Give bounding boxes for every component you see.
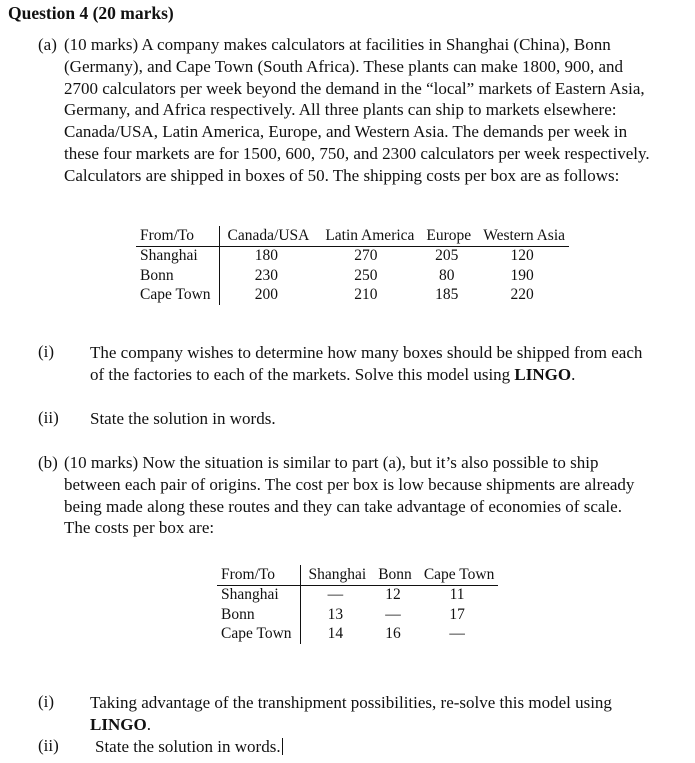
question-number: (ii) bbox=[38, 408, 59, 427]
part-a-line: Calculators are shipped in boxes of 50. The shipping costs per box are as follows: bbox=[64, 165, 620, 185]
cost-cell: 14 bbox=[327, 625, 344, 643]
table-row bbox=[217, 625, 498, 645]
part-a-line: (Germany), and Cape Town (South Africa). These plants can make 1800, 900, and bbox=[64, 56, 624, 76]
part-a-line: Germany, and Africa respectively. All three plants can ship to markets elsewhere: bbox=[64, 100, 617, 120]
cost-cell: 185 bbox=[435, 286, 459, 304]
row-origin: Cape Town bbox=[136, 286, 219, 306]
part-b-paragraph bbox=[38, 452, 690, 539]
table-row bbox=[136, 266, 569, 286]
column-header: Latin America bbox=[313, 226, 418, 246]
table-header-row bbox=[136, 226, 569, 246]
table-row bbox=[217, 605, 498, 625]
column-header: Shanghai bbox=[300, 565, 370, 585]
table-row bbox=[136, 286, 569, 306]
lingo-term: LINGO bbox=[90, 715, 147, 734]
row-origin: Bonn bbox=[217, 605, 300, 625]
cost-cell: — bbox=[385, 605, 401, 623]
cost-cell: 80 bbox=[439, 266, 455, 284]
table-row bbox=[136, 246, 569, 266]
punctuation: . bbox=[571, 365, 576, 384]
column-header: Western Asia bbox=[475, 226, 569, 246]
cost-cell: — bbox=[327, 586, 344, 604]
transshipment-cost-table bbox=[217, 565, 498, 644]
question-text: Taking advantage of the transhipment possibilities, re-solve this model using bbox=[90, 693, 612, 712]
cost-cell: 190 bbox=[510, 266, 534, 284]
part-a-label: (a) bbox=[38, 35, 57, 54]
question-text: State the solution in words. bbox=[95, 737, 281, 756]
column-header: Bonn bbox=[370, 565, 416, 585]
question-title: Question 4 (20 marks) bbox=[8, 3, 174, 23]
cost-cell: 16 bbox=[385, 625, 401, 643]
cost-cell: 120 bbox=[510, 247, 534, 265]
cost-cell: 250 bbox=[354, 266, 378, 284]
question-text-wrap[interactable] bbox=[95, 736, 283, 758]
cost-cell: 180 bbox=[254, 247, 279, 265]
lingo-term: LINGO bbox=[514, 365, 572, 384]
part-a-line: (10 marks) A company makes calculators at facilities in Shanghai (China), Bonn bbox=[64, 35, 611, 54]
punctuation: . bbox=[146, 715, 151, 734]
question-text: The company wishes to determine how many boxes should be shipped from each bbox=[90, 343, 643, 362]
part-a-line: 2700 calculators per week beyond the demand in the “local” markets of Eastern Asia, bbox=[64, 78, 645, 98]
cost-cell: 205 bbox=[435, 247, 459, 265]
part-b-label: (b) bbox=[38, 453, 58, 472]
cost-cell: 17 bbox=[449, 605, 465, 623]
cost-cell: 13 bbox=[327, 605, 344, 623]
cost-cell: 11 bbox=[449, 586, 465, 604]
question-text: of the factories to each of the markets. Solve this model using bbox=[90, 365, 515, 384]
cost-cell: 210 bbox=[354, 286, 378, 304]
question-text-line2 bbox=[90, 714, 151, 736]
cost-cell: 270 bbox=[354, 247, 378, 265]
cost-cell: — bbox=[449, 625, 465, 643]
cost-cell: 220 bbox=[510, 286, 534, 304]
row-origin: Bonn bbox=[136, 266, 219, 286]
shipping-cost-table bbox=[136, 226, 569, 305]
part-a-paragraph bbox=[38, 34, 690, 187]
question-text-line2 bbox=[90, 364, 575, 386]
row-origin: Cape Town bbox=[217, 625, 300, 645]
column-header: Cape Town bbox=[416, 565, 499, 585]
table-header-row bbox=[217, 565, 498, 585]
part-b-line: The costs per box are: bbox=[64, 518, 215, 538]
table-corner: From/To bbox=[217, 565, 300, 585]
cost-cell: 230 bbox=[254, 266, 279, 284]
question-text: State the solution in words. bbox=[90, 409, 276, 428]
part-b-line: being made along these routes and they can take advantage of economies of scale. bbox=[64, 496, 622, 516]
question-number: (i) bbox=[38, 692, 55, 711]
part-a-line: Canada/USA, Latin America, Europe, and Western Asia. The demands per week in bbox=[64, 122, 628, 142]
question-number: (i) bbox=[38, 342, 55, 361]
row-origin: Shanghai bbox=[136, 246, 219, 266]
column-header: Europe bbox=[418, 226, 475, 246]
part-b-line: (10 marks) Now the situation is similar to part (a), but it’s also possible to ship bbox=[64, 453, 599, 472]
cost-cell: 12 bbox=[385, 586, 401, 604]
part-b-line: between each pair of origins. The cost per box is low because shipments are already bbox=[64, 474, 635, 494]
cost-cell: 200 bbox=[254, 286, 279, 304]
text-cursor bbox=[282, 738, 283, 755]
question-number: (ii) bbox=[38, 736, 59, 755]
column-header: Canada/USA bbox=[219, 226, 313, 246]
table-corner: From/To bbox=[136, 226, 219, 246]
row-origin: Shanghai bbox=[217, 585, 300, 605]
part-a-line: these four markets are for 1500, 600, 750, and 2300 calculators per week respectively. bbox=[64, 143, 650, 163]
table-row bbox=[217, 585, 498, 605]
